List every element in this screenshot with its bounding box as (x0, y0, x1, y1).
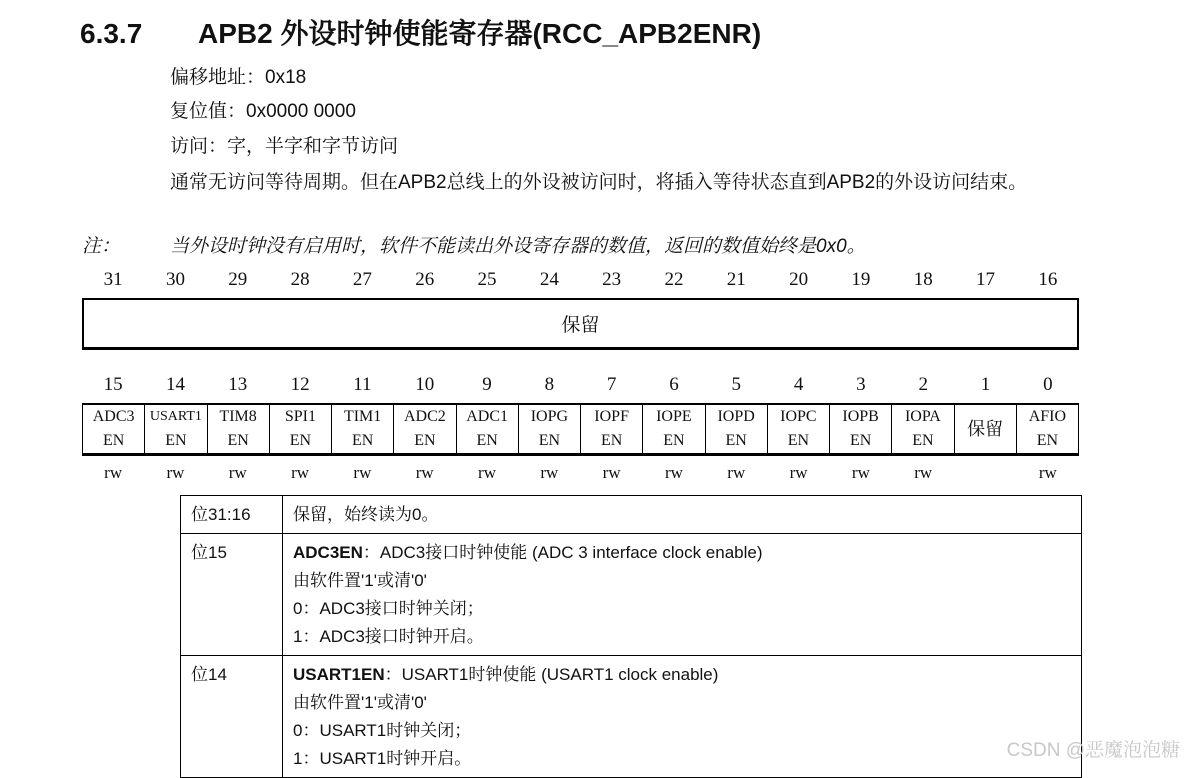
section-number: 6.3.7 (80, 18, 143, 49)
field-adc3en: ADC3 EN (83, 405, 145, 453)
section-title: APB2 外设时钟使能寄存器(RCC_APB2ENR) (198, 18, 762, 49)
field-name: USART1EN (293, 665, 385, 684)
lower-bit-numbers (82, 374, 1079, 396)
bit-number: 27 (352, 269, 372, 290)
bit-range: 位15 (181, 534, 283, 656)
field-adc2en: ADC2 EN (394, 405, 456, 453)
bit-number: 17 (976, 269, 996, 290)
bit-number: 8 (544, 374, 555, 395)
access-type: rw (727, 463, 746, 482)
bit-number: 12 (290, 374, 310, 395)
bit-number: 14 (165, 374, 185, 395)
watermark: CSDN @恶魔泡泡糖 (1006, 740, 1180, 761)
bit-number: 24 (539, 269, 559, 290)
bit-description: 保留，始终读为0。 (283, 496, 1082, 534)
reset-value: 复位值：0x0000 0000 (170, 101, 356, 122)
field-iopgen: IOPG EN (519, 405, 581, 453)
bit-description: ADC3EN：ADC3接口时钟使能 (ADC 3 interface clock enable) 由软件置'1'或清'0' 0：ADC3接口时钟关闭； 1：ADC3接口时钟开启。 (283, 534, 1082, 656)
field-iopcen: IOPC EN (768, 405, 830, 453)
field-iopben: IOPB EN (830, 405, 892, 453)
bit-number: 15 (103, 374, 123, 395)
table-row (181, 496, 1082, 534)
bit-number: 13 (228, 374, 248, 395)
field-tim8en: TIM8 EN (208, 405, 270, 453)
bit-number: 31 (103, 269, 123, 290)
field-spi1en: SPI1 EN (270, 405, 332, 453)
access-type: rw (664, 463, 683, 482)
bit-number: 7 (606, 374, 617, 395)
bit-number: 28 (290, 269, 310, 290)
field-afioen: AFIO EN (1017, 405, 1079, 453)
bit-number: 18 (913, 269, 933, 290)
bit-number: 3 (856, 374, 866, 395)
access-type: rw (415, 463, 434, 482)
note-label: 注： (82, 236, 121, 257)
wait-state-info: 通常无访问等待周期。但在APB2总线上的外设被访问时，将插入等待状态直到APB2的外设访问结束。 (170, 172, 1028, 193)
bit-number: 9 (482, 374, 492, 395)
bit-number: 29 (228, 269, 248, 290)
access-type: rw (291, 463, 310, 482)
access-type-row (82, 463, 1079, 483)
bit-number: 26 (415, 269, 435, 290)
access-info: 访问：字，半字和字节访问 (170, 136, 399, 157)
bit-description: USART1EN：USART1时钟使能 (USART1 clock enable) 由软件置'1'或清'0' 0：USART1时钟关闭； 1：USART1时钟开启。 (283, 656, 1082, 778)
offset-address: 偏移地址：0x18 (170, 67, 307, 88)
note-text: 当外设时钟没有启用时，软件不能读出外设寄存器的数值，返回的数值始终是0x0。 (170, 236, 866, 257)
upper-bit-numbers (82, 269, 1079, 291)
field-iopeen: IOPE EN (643, 405, 705, 453)
access-type: rw (166, 463, 185, 482)
access-type: rw (478, 463, 496, 482)
bit-number: 20 (789, 269, 809, 290)
section-heading (80, 12, 761, 52)
bit-number: 6 (669, 374, 679, 395)
field-reserved-bit1: 保留 (955, 405, 1017, 453)
table-row (181, 656, 1082, 778)
field-name: ADC3EN (293, 543, 363, 562)
field-tim1en: TIM1 EN (332, 405, 394, 453)
bit-number: 10 (415, 374, 435, 395)
table-row (181, 534, 1082, 656)
bit-number: 2 (918, 374, 928, 395)
field-iopfen: IOPF EN (581, 405, 643, 453)
bit-number: 1 (980, 374, 991, 395)
register-field-row (82, 403, 1079, 456)
access-type: rw (602, 463, 621, 482)
access-type (954, 463, 1016, 483)
field-title: ：ADC3接口时钟使能 (ADC 3 interface clock enable) (362, 543, 763, 562)
bit-description-table (180, 495, 1082, 778)
bit-number: 4 (793, 374, 804, 395)
access-type: rw (914, 463, 933, 482)
bit-number: 19 (851, 269, 871, 290)
bit-number: 5 (731, 374, 742, 395)
access-type: rw (104, 463, 123, 482)
upper-reserved-field (82, 298, 1079, 350)
bit-number: 21 (726, 269, 746, 290)
access-type: rw (789, 463, 808, 482)
field-usart1en: USART1 EN (145, 405, 207, 453)
reserved-label: 保留 (561, 315, 600, 336)
field-iopaen: IOPA EN (892, 405, 954, 453)
field-iopden: IOPD EN (706, 405, 768, 453)
access-type: rw (353, 463, 372, 482)
access-type: rw (1038, 463, 1057, 482)
bit-number: 23 (602, 269, 622, 290)
bit-number: 30 (165, 269, 185, 290)
bit-number: 11 (353, 374, 372, 395)
bit-number: 16 (1038, 269, 1058, 290)
bit-range: 位14 (181, 656, 283, 778)
access-type: rw (540, 463, 559, 482)
bit-number: 0 (1043, 374, 1053, 395)
bit-range: 位31:16 (181, 496, 283, 534)
field-adc1en: ADC1 EN (457, 405, 519, 453)
access-type: rw (851, 463, 870, 482)
bit-number: 25 (477, 269, 497, 290)
bit-number: 22 (664, 269, 684, 290)
field-title: ：USART1时钟使能 (USART1 clock enable) (384, 665, 719, 684)
access-type: rw (228, 463, 247, 482)
